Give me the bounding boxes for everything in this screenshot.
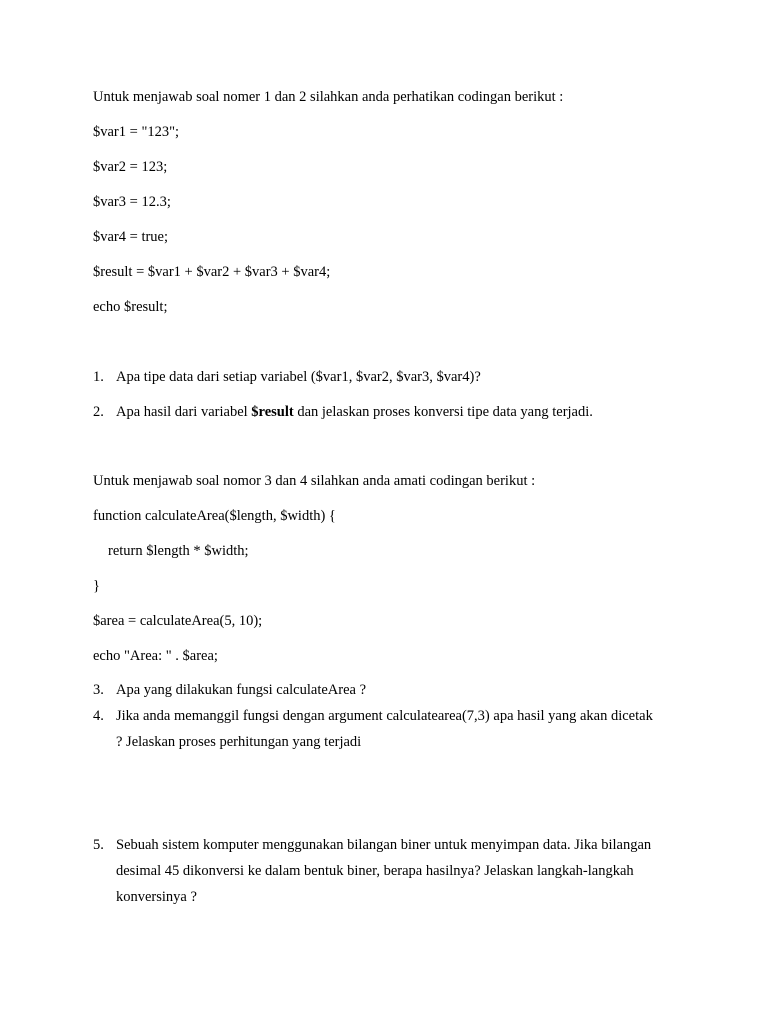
question-text: Sebuah sistem komputer menggunakan bilangan biner untuk menyimpan data. Jika bilangan desimal 45 dikonversi ke dalam bentuk biner, berapa hasilnya? Jelaskan langkah-langkah konversinya ? xyxy=(116,837,652,905)
code-line: $var2 = 123; xyxy=(93,159,168,175)
question-number: 1. xyxy=(93,369,104,385)
code-line: $result = $var1 + $var2 + $var3 + $var4; xyxy=(93,264,331,280)
code-line: $var1 = "123"; xyxy=(93,124,180,140)
question-number: 5. xyxy=(93,837,104,853)
question-text: Apa tipe data dari setiap variabel ($var1, $var2, $var3, $var4)? xyxy=(116,369,481,385)
code-line: $area = calculateArea(5, 10); xyxy=(93,613,263,629)
code-line: $var4 = true; xyxy=(93,229,169,245)
section2-intro: Untuk menjawab soal nomor 3 dan 4 silahkan anda amati codingan berikut : xyxy=(93,473,536,489)
code-line: echo "Area: " . $area; xyxy=(93,648,218,664)
question-number: 2. xyxy=(93,404,104,420)
question-text: Jika anda memanggil fungsi dengan argument calculatearea(7,3) apa hasil yang akan dicetak ? Jelaskan proses perhitungan yang terjadi xyxy=(116,708,653,750)
code-line: return $length * $width; xyxy=(108,543,249,559)
question-text-part: Apa hasil dari variabel xyxy=(116,404,252,420)
section1-intro: Untuk menjawab soal nomer 1 dan 2 silahkan anda perhatikan codingan berikut : xyxy=(93,89,564,105)
code-line: $var3 = 12.3; xyxy=(93,194,171,210)
code-line: function calculateArea($length, $width) { xyxy=(93,508,336,524)
question-text xyxy=(116,403,661,421)
question-number: 3. xyxy=(93,682,104,698)
question-bold-term: $result xyxy=(251,404,294,420)
question-text-part: dan jelaskan proses konversi tipe data yang terjadi. xyxy=(293,404,593,420)
code-line: } xyxy=(93,578,100,594)
code-line: echo $result; xyxy=(93,299,168,315)
question-number: 4. xyxy=(93,708,104,724)
question-text: Apa yang dilakukan fungsi calculateArea ? xyxy=(116,682,367,698)
